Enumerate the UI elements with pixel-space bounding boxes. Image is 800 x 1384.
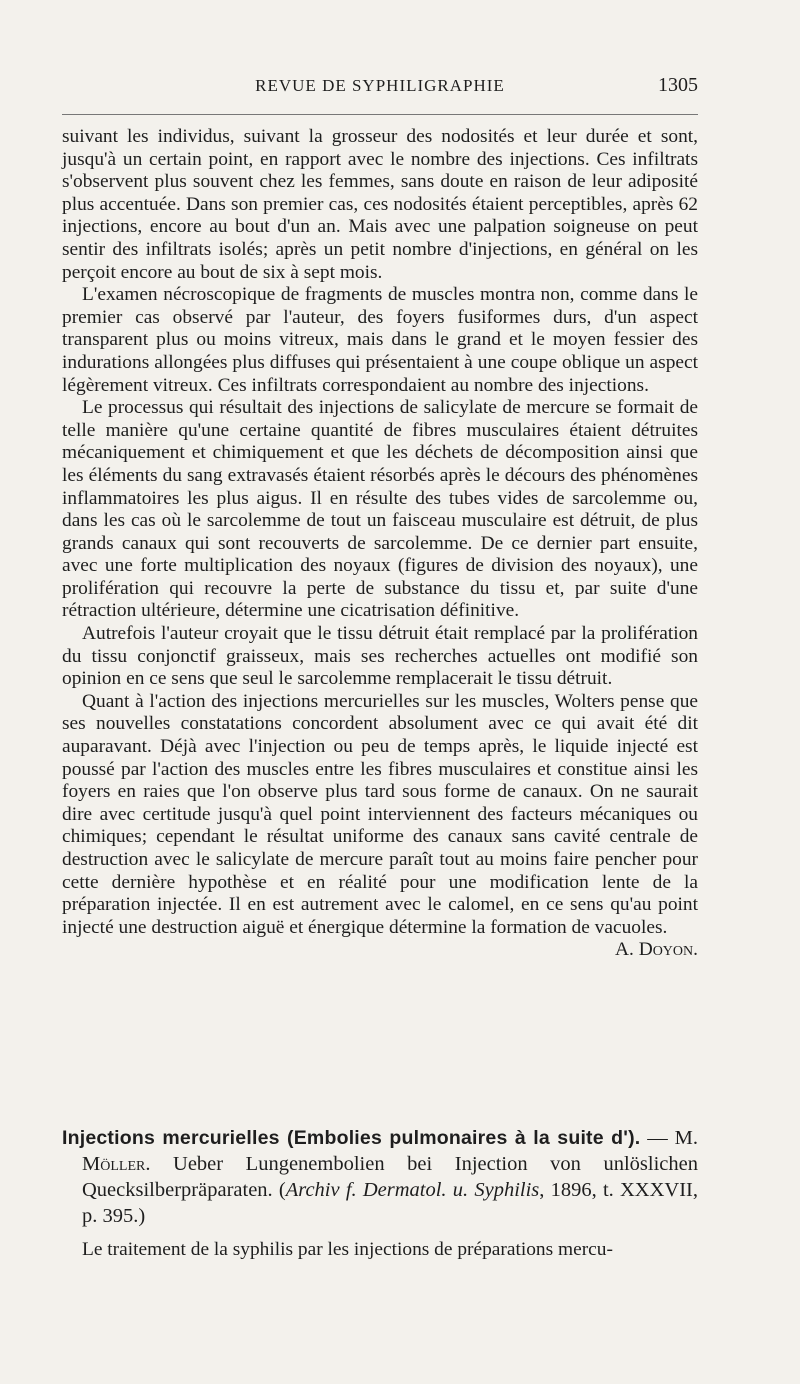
review-first-line: Le traitement de la syphilis par les injections de préparations mercu- — [82, 1239, 613, 1260]
review-citation: , 1896, t. XXXVII, p. 395.) — [82, 1179, 698, 1227]
paragraph-1: suivant les individus, suivant la grosseur des nodosités et leur durée et sont, jusqu'à un certain point, en rapport avec le nombre des injections. Ces infiltrats s'observent plus souvent chez les femmes, sans doute en raison de leur adiposité plus accentuée. Dans son premier cas, ces nodosités étaient perceptibles, après 62 injections, encore au bout d'un an. Mais avec une palpation soigneuse on peut sentir des infiltrats isolés; après un petit nombre d'injections, en général on les perçoit encore au bout de six à sept mois. — [62, 126, 698, 283]
paragraph-3: Le processus qui résultait des injections de salicylate de mercure se formait de telle manière qu'une certaine quantité de fibres musculaires étaient détruites mécaniquement et chimiquement et que les déchets de décomposition ainsi que les éléments du sang extravasés étaient résorbés après le décours des phénomènes inflammatoires les plus aigus. Il en résulte des tubes vides de sarcolemme ou, dans les cas où le sarcolemme de tout un faisceau musculaire est détruit, de plus grands canaux qui sont recouverts de sarcolemme. De ce dernier part ensuite, avec une forte multiplication des noyaux (figures de division des noyaux), une prolifération qui recouvre la perte de substance du tissu et, par suite d'une rétraction ultérieure, détermine une cicatrisation définitive. — [62, 397, 698, 622]
review-reference: Injections mercurielles (Embolies pulmonaires à la suite d'). — M. Möller. Ueber Lungenembolien bei Injection von unlöslichen Quecksilberpräparaten. (Archiv f. Dermatol. u. Syphilis, 1896, t. XXXVII, p. 395.) — [62, 1127, 699, 1227]
review-heading: Injections mercurielles (Embolies pulmonaires à la suite d'). — [62, 1127, 641, 1149]
running-title: REVUE DE SYPHILIGRAPHIE — [255, 76, 505, 95]
review-journal: Archiv f. Dermatol. u. Syphilis — [285, 1179, 540, 1201]
review-author: Möller — [82, 1153, 146, 1175]
article-body — [62, 126, 698, 962]
page-header — [62, 76, 698, 106]
author-signature: A. Doyon. — [615, 939, 698, 961]
paragraph-5: Quant à l'action des injections mercurielles sur les muscles, Wolters pense que ses nouvelles constatations concordent absolument avec ce qui avait été dit auparavant. Déjà avec l'injection ou peu de temps après, le liquide injecté est poussé par l'action des muscles entre les fibres musculaires et constitue ainsi les foyers en raies que l'on observe plus tard sous forme de canaux. On ne saurait dire avec certitude jusqu'à quel point interviennent des facteurs mécaniques ou chimiques; cependant le résultat uniforme des canaux sans cavité centrale de destruction avec le salicylate de mercure paraît tout au moins faire pencher pour cette dernière hypothèse et en réalité pour une modification lente de la préparation injectée. Il en est autrement avec le calomel, en ce sens qu'au point injecté une destruction aiguë et énergique détermine la formation de vacuoles. — [62, 690, 698, 938]
review-entry — [62, 1125, 698, 1263]
header-rule — [62, 114, 698, 115]
review-title: . Ueber Lungenembolien bei Injection von unlöslichen Quecksilberpräparaten. ( — [82, 1153, 698, 1201]
paragraph-4: Autrefois l'auteur croyait que le tissu détruit était remplacé par la prolifération du tissu conjonctif graisseux, mais ses recherches actuelles ont modifié son opinion en ce sens que seul le sarcolemme remplacerait le tissu détruit. — [62, 623, 698, 690]
page-number: 1305 — [658, 74, 698, 96]
paragraph-2: L'examen nécroscopique de fragments de muscles montra non, comme dans le premier cas observé par l'auteur, des foyers fusiformes durs, d'un aspect transparent plus ou moins vitreux, mais dans le grand et le moyen fessier des indurations allongées plus diffuses qui présentaient à une coupe oblique un aspect légèrement vitreux. Ces infiltrats correspondaient au nombre des injections. — [62, 284, 698, 396]
